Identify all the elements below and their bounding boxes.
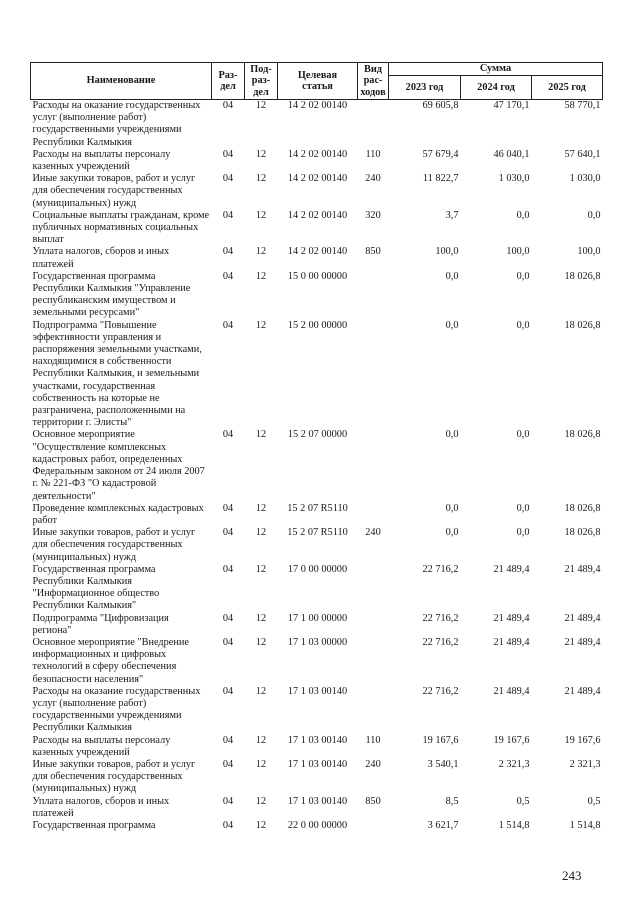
cell-vid: 240 <box>365 527 381 539</box>
cell-y2023: 22 716,2 <box>422 636 459 648</box>
cell-target: 17 1 00 00000 <box>287 612 348 624</box>
cell-razdel: 04 <box>222 527 234 539</box>
cell-target: 15 2 07 00000 <box>287 429 348 441</box>
cell-name: Государственная программа Республики Калмыкия "Информационное общество Республики Калмыкия" <box>32 563 160 612</box>
header-2023: 2023 год <box>389 76 461 100</box>
cell-y2023: 3,7 <box>445 209 459 221</box>
cell-y2025: 0,0 <box>587 209 601 221</box>
header-2024: 2024 год <box>461 76 532 100</box>
cell-vid <box>358 320 389 430</box>
cell-y2025: 18 026,8 <box>564 527 601 539</box>
table-body <box>31 100 603 833</box>
cell-target: 17 0 00 00000 <box>287 563 348 575</box>
table-row <box>31 100 603 149</box>
table-row <box>31 735 603 759</box>
cell-y2025: 1 514,8 <box>569 819 601 831</box>
table-row <box>31 271 603 320</box>
header-sum: Сумма <box>389 63 603 76</box>
cell-razdel: 04 <box>222 734 234 746</box>
cell-podrazdel: 12 <box>255 527 267 539</box>
cell-name: Социальные выплаты гражданам, кроме публичных нормативных социальных выплат <box>32 209 210 246</box>
header-name: Наименование <box>31 63 212 100</box>
cell-vid <box>358 271 389 320</box>
cell-vid <box>358 429 389 502</box>
cell-y2023: 0,0 <box>445 429 459 441</box>
cell-y2024: 19 167,6 <box>493 734 530 746</box>
table-row <box>31 503 603 527</box>
cell-podrazdel: 12 <box>255 563 267 575</box>
cell-razdel: 04 <box>222 502 234 514</box>
table-row <box>31 759 603 796</box>
cell-y2025: 21 489,4 <box>564 685 601 697</box>
cell-name: Иные закупки товаров, работ и услуг для обеспечения государственных (муниципальных) нужд <box>32 758 196 795</box>
header-target: Целевая статья <box>278 63 358 100</box>
cell-razdel: 04 <box>222 685 234 697</box>
table-row <box>31 246 603 270</box>
table-row <box>31 173 603 210</box>
cell-razdel: 04 <box>222 429 234 441</box>
cell-vid <box>358 637 389 686</box>
cell-y2024: 0,0 <box>516 429 530 441</box>
cell-target: 14 2 02 00140 <box>287 209 348 221</box>
cell-y2025: 21 489,4 <box>564 612 601 624</box>
cell-podrazdel: 12 <box>255 502 267 514</box>
cell-podrazdel: 12 <box>255 319 267 331</box>
cell-target: 15 2 00 00000 <box>287 319 348 331</box>
cell-vid: 240 <box>365 173 381 185</box>
cell-y2024: 0,0 <box>516 502 530 514</box>
cell-podrazdel: 12 <box>255 819 267 831</box>
cell-razdel: 04 <box>222 758 234 770</box>
cell-y2023: 19 167,6 <box>422 734 459 746</box>
cell-podrazdel: 12 <box>255 636 267 648</box>
table-header <box>31 63 603 100</box>
cell-y2025: 100,0 <box>577 246 601 258</box>
cell-podrazdel: 12 <box>255 173 267 185</box>
cell-podrazdel: 12 <box>255 270 267 282</box>
cell-razdel: 04 <box>222 612 234 624</box>
header-vid: Вид рас- ходов <box>358 63 389 100</box>
cell-y2023: 8,5 <box>445 795 459 807</box>
cell-razdel: 04 <box>222 319 234 331</box>
cell-y2023: 100,0 <box>435 246 459 258</box>
cell-y2024: 1 030,0 <box>498 173 530 185</box>
table-row <box>31 637 603 686</box>
cell-podrazdel: 12 <box>255 685 267 697</box>
cell-y2025: 2 321,3 <box>569 758 601 770</box>
cell-podrazdel: 12 <box>255 758 267 770</box>
cell-vid: 240 <box>365 758 381 770</box>
cell-vid <box>358 686 389 735</box>
cell-y2024: 21 489,4 <box>493 563 530 575</box>
cell-y2024: 0,0 <box>516 527 530 539</box>
cell-vid: 110 <box>365 148 381 160</box>
cell-podrazdel: 12 <box>255 148 267 160</box>
cell-y2024: 46 040,1 <box>493 148 530 160</box>
cell-y2023: 0,0 <box>445 527 459 539</box>
cell-target: 14 2 02 00140 <box>287 173 348 185</box>
cell-y2025: 1 030,0 <box>569 173 601 185</box>
cell-razdel: 04 <box>222 636 234 648</box>
cell-name: Основное мероприятие "Внедрение информационных и цифровых технологий в сферу обеспечения безопасности населения" <box>32 636 189 685</box>
cell-y2023: 22 716,2 <box>422 685 459 697</box>
table-row <box>31 564 603 613</box>
cell-y2024: 21 489,4 <box>493 685 530 697</box>
cell-name: Проведение комплексных кадастровых работ <box>32 502 204 526</box>
cell-razdel: 04 <box>222 270 234 282</box>
table-row <box>31 686 603 735</box>
cell-podrazdel: 12 <box>255 209 267 221</box>
cell-y2024: 0,0 <box>516 270 530 282</box>
cell-y2025: 21 489,4 <box>564 636 601 648</box>
cell-vid <box>358 564 389 613</box>
cell-y2024: 47 170,1 <box>493 100 530 111</box>
cell-y2025: 18 026,8 <box>564 429 601 441</box>
cell-target: 14 2 02 00140 <box>287 100 348 111</box>
header-podrazdel: Под- раз- дел <box>245 63 278 100</box>
cell-name: Подпрограмма "Цифровизация региона" <box>32 612 169 636</box>
cell-vid: 110 <box>365 734 381 746</box>
cell-y2025: 19 167,6 <box>564 734 601 746</box>
cell-podrazdel: 12 <box>255 100 267 111</box>
cell-target: 22 0 00 00000 <box>287 819 348 831</box>
cell-podrazdel: 12 <box>255 612 267 624</box>
cell-name: Иные закупки товаров, работ и услуг для обеспечения государственных (муниципальных) нужд <box>32 527 196 563</box>
cell-target: 17 1 03 00140 <box>287 795 348 807</box>
cell-name: Подпрограмма "Повышение эффективности управления и распоряжения земельными участками, находящимися в собственности Республики Калмыкия, и земельными участками, государственная собственность на которые не разграничена, расположенными на территории г. Элисты" <box>32 319 202 429</box>
cell-podrazdel: 12 <box>255 734 267 746</box>
cell-name: Уплата налогов, сборов и иных платежей <box>32 795 170 819</box>
cell-name: Расходы на выплаты персоналу казенных учреждений <box>32 148 171 173</box>
cell-name: Иные закупки товаров, работ и услуг для обеспечения государственных (муниципальных) нужд <box>32 173 196 209</box>
cell-target: 15 0 00 00000 <box>287 270 348 282</box>
table-row <box>31 613 603 637</box>
cell-y2024: 0,5 <box>516 795 530 807</box>
cell-vid <box>358 613 389 637</box>
cell-target: 17 1 03 00000 <box>287 636 348 648</box>
cell-y2024: 1 514,8 <box>498 819 530 831</box>
cell-y2024: 21 489,4 <box>493 636 530 648</box>
cell-razdel: 04 <box>222 563 234 575</box>
cell-y2023: 0,0 <box>445 270 459 282</box>
cell-y2025: 18 026,8 <box>564 502 601 514</box>
cell-target: 17 1 03 00140 <box>287 734 348 746</box>
cell-podrazdel: 12 <box>255 795 267 807</box>
cell-y2024: 0,0 <box>516 209 530 221</box>
cell-podrazdel: 12 <box>255 429 267 441</box>
cell-razdel: 04 <box>222 819 234 831</box>
cell-y2025: 0,5 <box>587 795 601 807</box>
cell-target: 17 1 03 00140 <box>287 758 348 770</box>
cell-name: Основное мероприятие "Осуществление комплексных кадастровых работ, определенных Федеральным законом от 24 июля 2007 г. № 221-ФЗ "О кадастровой деятельности" <box>32 429 205 502</box>
cell-razdel: 04 <box>222 173 234 185</box>
cell-vid: 850 <box>365 795 381 807</box>
cell-razdel: 04 <box>222 148 234 160</box>
cell-vid: 850 <box>365 246 381 258</box>
cell-podrazdel: 12 <box>255 246 267 258</box>
table-row <box>31 796 603 820</box>
cell-razdel: 04 <box>222 100 234 111</box>
cell-target: 15 2 07 R5110 <box>287 527 348 539</box>
table-row <box>31 320 603 430</box>
cell-y2023: 11 822,7 <box>422 173 459 185</box>
cell-y2025: 18 026,8 <box>564 319 601 331</box>
cell-target: 14 2 02 00140 <box>287 148 348 160</box>
cell-name: Государственная программа Республики Калмыкия "Управление республиканским имуществом и земельными ресурсами" <box>32 270 191 319</box>
cell-y2024: 2 321,3 <box>498 758 530 770</box>
header-2025: 2025 год <box>532 76 603 100</box>
cell-y2023: 69 605,8 <box>422 100 459 111</box>
cell-vid <box>358 820 389 832</box>
table-row <box>31 527 603 564</box>
cell-vid <box>358 100 389 149</box>
header-razdel: Раз- дел <box>212 63 245 100</box>
cell-y2023: 3 621,7 <box>427 819 459 831</box>
cell-y2023: 57 679,4 <box>422 148 459 160</box>
cell-y2024: 21 489,4 <box>493 612 530 624</box>
cell-name: Расходы на оказание государственных услуг (выполнение работ) государственными учреждениями Республики Калмыкия <box>32 685 201 734</box>
cell-name: Государственная программа <box>32 819 156 831</box>
cell-y2023: 22 716,2 <box>422 563 459 575</box>
cell-name: Расходы на оказание государственных услуг (выполнение работ) государственными учреждениями Республики Калмыкия <box>32 100 201 148</box>
cell-y2025: 58 770,1 <box>564 100 601 111</box>
cell-y2025: 21 489,4 <box>564 563 601 575</box>
table-row <box>31 210 603 247</box>
cell-target: 14 2 02 00140 <box>287 246 348 258</box>
cell-vid <box>358 503 389 527</box>
cell-razdel: 04 <box>222 209 234 221</box>
table-row <box>31 429 603 502</box>
cell-vid: 320 <box>365 209 381 221</box>
cell-name: Расходы на выплаты персоналу казенных учреждений <box>32 734 171 758</box>
page-number: 243 <box>562 868 582 883</box>
cell-y2023: 0,0 <box>445 502 459 514</box>
cell-y2023: 3 540,1 <box>427 758 459 770</box>
cell-name: Уплата налогов, сборов и иных платежей <box>32 246 170 270</box>
table-row <box>31 149 603 173</box>
budget-table <box>30 62 603 832</box>
cell-y2023: 22 716,2 <box>422 612 459 624</box>
cell-y2024: 0,0 <box>516 319 530 331</box>
cell-y2025: 18 026,8 <box>564 270 601 282</box>
cell-target: 15 2 07 R5110 <box>287 502 348 514</box>
cell-razdel: 04 <box>222 795 234 807</box>
cell-y2025: 57 640,1 <box>564 148 601 160</box>
cell-razdel: 04 <box>222 246 234 258</box>
table-row <box>31 820 603 832</box>
cell-y2024: 100,0 <box>506 246 530 258</box>
cell-y2023: 0,0 <box>445 319 459 331</box>
cell-target: 17 1 03 00140 <box>287 685 348 697</box>
